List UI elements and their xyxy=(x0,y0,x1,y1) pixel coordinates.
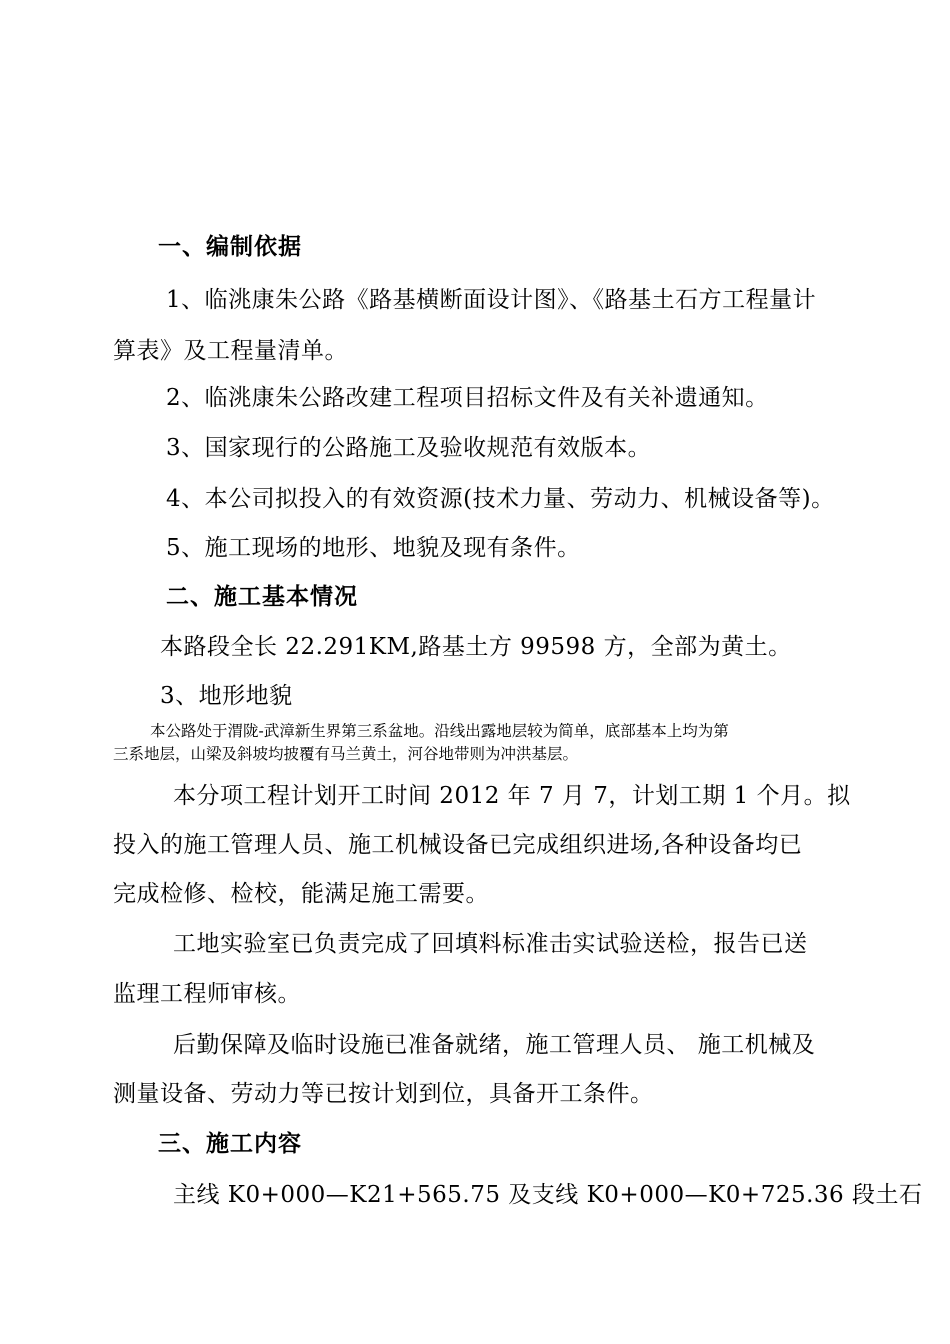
logistics-line-2: 测量设备、劳动力等已按计划到位，具备开工条件。 xyxy=(113,1081,654,1107)
basis-item-1-line-1: 1、临洮康朱公路《路基横断面设计图》、《路基土石方工程量计 xyxy=(166,287,817,313)
plan-line-3: 完成检修、检校，能满足施工需要。 xyxy=(113,881,489,907)
lab-line-1: 工地实验室已负责完成了回填料标准击实试验送检，报告已送 xyxy=(173,931,808,957)
content-line-1: 主线 K0+000—K21+565.75 及支线 K0+000—K0+725.36 段土石 xyxy=(173,1182,923,1208)
section1-heading: 一、编制依据 xyxy=(158,233,302,260)
basis-item-1-line-2: 算表》及工程量清单。 xyxy=(113,338,348,364)
basis-item-4: 4、本公司拟投入的有效资源(技术力量、劳动力、机械设备等)。 xyxy=(166,486,835,512)
terrain-line-2: 三系地层，山梁及斜坡均披覆有马兰黄土，河谷地带则为冲洪基层。 xyxy=(113,745,579,763)
basis-item-2: 2、临洮康朱公路改建工程项目招标文件及有关补遗通知。 xyxy=(166,385,769,411)
section3-heading: 三、施工内容 xyxy=(158,1130,302,1157)
section2-heading: 二、施工基本情况 xyxy=(166,583,358,610)
logistics-line-1: 后勤保障及临时设施已准备就绪，施工管理人员、 施工机械及 xyxy=(173,1032,816,1058)
terrain-line-1: 本公路处于渭陇-武漳新生界第三系盆地。沿线出露地层较为简单，底部基本上均为第 xyxy=(150,722,729,740)
basis-item-3: 3、国家现行的公路施工及验收规范有效版本。 xyxy=(166,435,652,461)
plan-line-1: 本分项工程计划开工时间 2012 年 7 月 7，计划工期 1 个月。拟 xyxy=(173,783,851,809)
basis-item-5: 5、施工现场的地形、地貌及现有条件。 xyxy=(166,535,581,561)
terrain-heading: 3、地形地貌 xyxy=(160,683,293,709)
lab-line-2: 监理工程师审核。 xyxy=(113,981,301,1007)
plan-line-2: 投入的施工管理人员、施工机械设备已完成组织进场,各种设备均已 xyxy=(113,832,803,858)
road-length-line: 本路段全长 22.291KM,路基土方 99598 方，全部为黄土。 xyxy=(160,634,792,660)
